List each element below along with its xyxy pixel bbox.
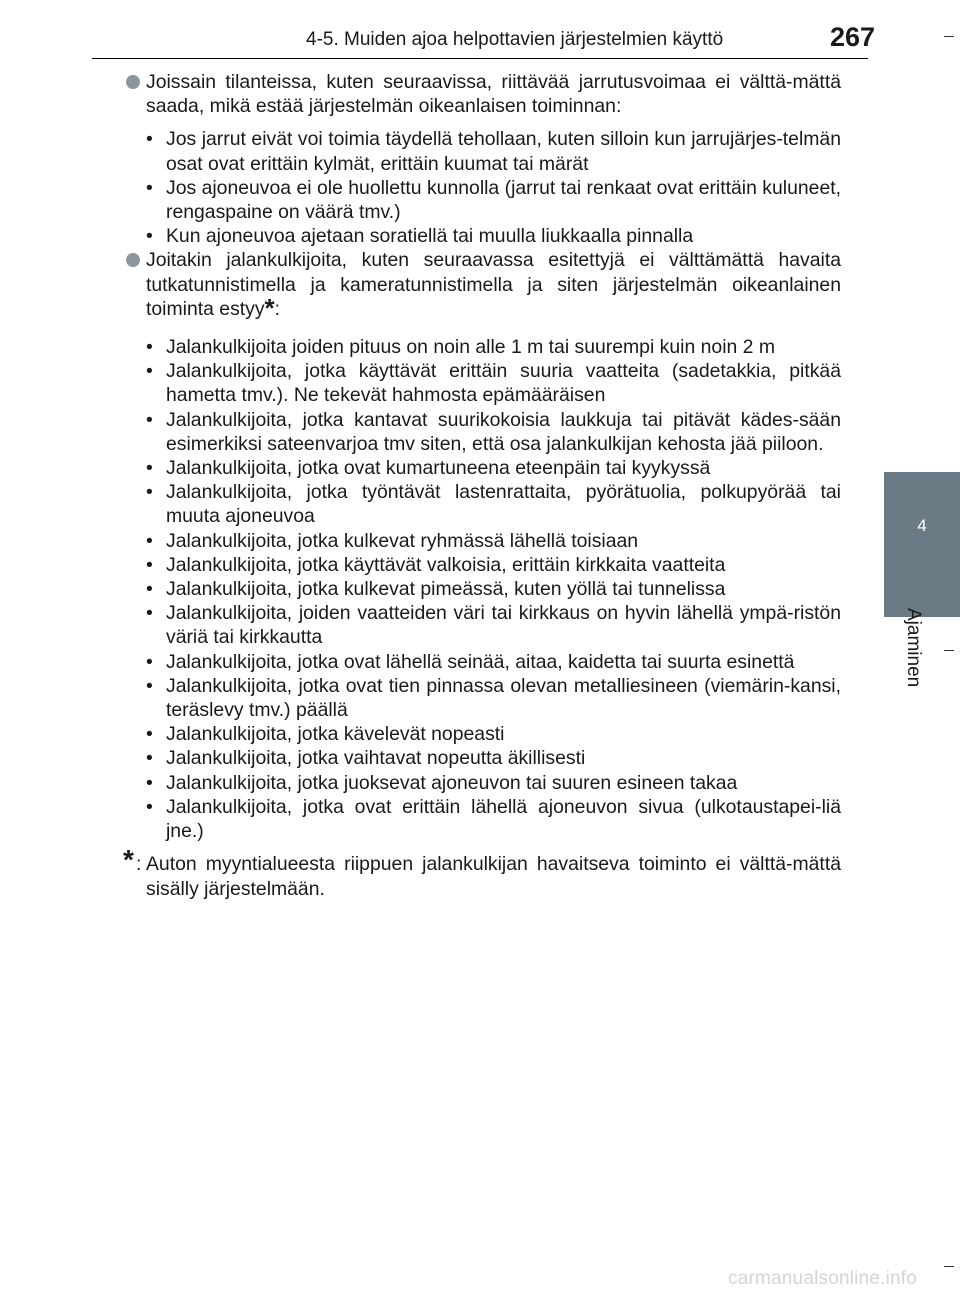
- footnote-text: Auton myyntialueesta riippuen jalankulkijan havaitseva toiminto ei välttä-mättä sisälly järjestelmään.: [146, 853, 841, 900]
- list-item: • Kun ajoneuvoa ajetaan soratiellä tai muulla liukkaalla pinnalla: [126, 224, 841, 248]
- list-item: • Jalankulkijoita, jotka kantavat suurikokoisia laukkuja tai pitävät kädes-sään esimerkiksi sateenvarjoa tmv siten, että osa jalankulkijan kehosta jää piiloon.: [126, 408, 841, 456]
- list-item: • Jalankulkijoita, jotka kulkevat ryhmässä lähellä toisiaan: [126, 529, 841, 553]
- section-title: 4-5. Muiden ajoa helpottavien järjestelmien käyttö: [306, 29, 724, 50]
- header-rule: [92, 58, 868, 59]
- paragraph-text: Joissain tilanteissa, kuten seuraavissa, riittävää jarrutusvoimaa ei välttä-mättä saada, mikä estää järjestelmän oikeanlaisen toiminnan:: [146, 71, 841, 118]
- list-item: • Jalankulkijoita, jotka kulkevat pimeässä, kuten yöllä tai tunnelissa: [126, 577, 841, 601]
- chapter-number: 4: [917, 516, 927, 535]
- chapter-tab: [884, 472, 960, 617]
- list-item: • Jos jarrut eivät voi toimia täydellä tehollaan, kuten silloin kun jarrujärjes-telmän osat ovat erittäin kylmät, erittäin kuumat tai märät: [126, 127, 841, 175]
- list-item: • Jalankulkijoita, jotka kävelevät nopeasti: [126, 722, 841, 746]
- list-item: • Jalankulkijoita, jotka ovat tien pinnassa olevan metalliesineen (viemärin-kansi, teräslevy tmv.) päällä: [126, 674, 841, 722]
- list-item: • Jalankulkijoita, jotka vaihtavat nopeutta äkillisesti: [126, 746, 841, 770]
- sub-list: [126, 335, 841, 843]
- bullet-dot-icon: [126, 253, 140, 267]
- list-item: • Jalankulkijoita, jotka käyttävät erittäin suuria vaatteita (sadetakkia, pitkää hametta tmv.). Ne tekevät hahmosta epämääräisen: [126, 359, 841, 407]
- watermark: carmanualsonline.info: [728, 1268, 918, 1289]
- list-item: • Jalankulkijoita, jotka ovat kumartuneena eteenpäin tai kyykyssä: [126, 456, 841, 480]
- page-content: [123, 70, 841, 901]
- footnote-star: *: [123, 844, 134, 876]
- crop-mark: [944, 650, 954, 651]
- footnote-separator: :: [136, 853, 142, 876]
- crop-mark: [944, 1266, 954, 1267]
- sub-list: [126, 127, 841, 248]
- bullet-paragraph: [126, 248, 841, 321]
- list-item: • Jalankulkijoita, jotka työntävät lastenrattaita, pyörätuolia, polkupyörää tai muuta ajoneuvoa: [126, 480, 841, 528]
- paragraph-text: Joitakin jalankulkijoita, kuten seuraavassa esitettyjä ei välttämättä havaita tutkatunnistimella ja kameratunnistimella ja siten järjestelmän oikeanlainen toiminta estyy: [146, 249, 841, 320]
- list-item: • Jalankulkijoita, jotka ovat lähellä seinää, aitaa, kaidetta tai suurta esinettä: [126, 650, 841, 674]
- list-item: • Jalankulkijoita, jotka ovat erittäin lähellä ajoneuvon sivua (ulkotaustapei-liä jne.): [126, 795, 841, 843]
- paragraph-suffix: :: [274, 297, 281, 320]
- footnote-marker: *: [264, 292, 275, 323]
- page-number: 267: [830, 22, 876, 52]
- footnote: [123, 844, 841, 900]
- list-item: • Jalankulkijoita joiden pituus on noin alle 1 m tai suurempi kuin noin 2 m: [126, 335, 841, 359]
- list-item: • Jalankulkijoita, jotka käyttävät valkoisia, erittäin kirkkaita vaatteita: [126, 553, 841, 577]
- crop-mark: [944, 36, 954, 37]
- chapter-label: Ajaminen: [903, 608, 924, 688]
- list-item: • Jos ajoneuvoa ei ole huollettu kunnolla (jarrut tai renkaat ovat erittäin kuluneet, rengaspaine on väärä tmv.): [126, 176, 841, 224]
- list-item: • Jalankulkijoita, jotka juoksevat ajoneuvon tai suuren esineen takaa: [126, 771, 841, 795]
- bullet-paragraph: [126, 70, 841, 118]
- list-item: • Jalankulkijoita, joiden vaatteiden väri tai kirkkaus on hyvin lähellä ympä-ristön väriä tai kirkkautta: [126, 601, 841, 649]
- bullet-dot-icon: [126, 75, 140, 89]
